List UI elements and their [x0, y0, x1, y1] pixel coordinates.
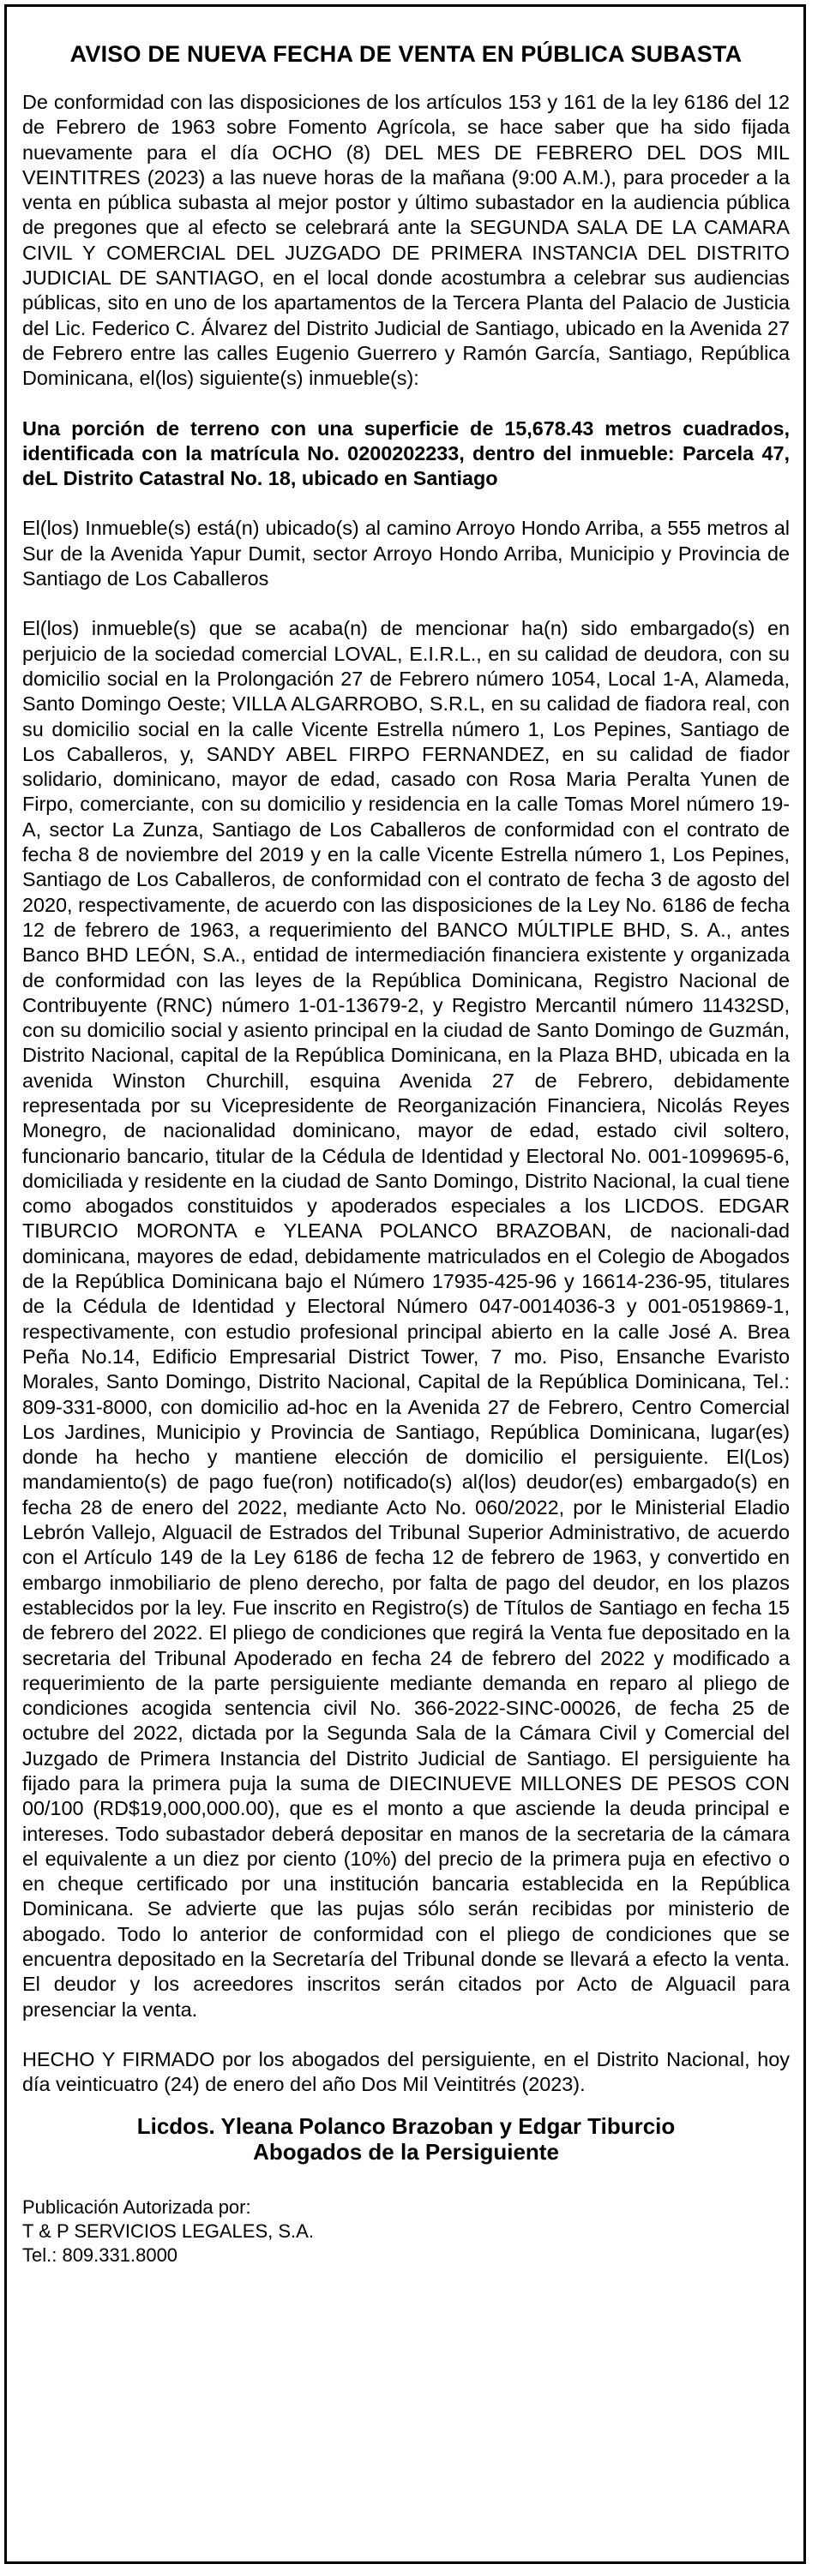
publication-authorization	[22, 2196, 790, 2267]
signature-block	[22, 2113, 790, 2165]
publication-company: T & P SERVICIOS LEGALES, S.A.	[22, 2220, 314, 2242]
paragraph-property-location: El(los) Inmueble(s) está(n) ubicado(s) al camino Arroyo Hondo Arriba, a 555 metros al Sur de la Avenida Yapur Dumit, sector Arroyo Hondo Arriba, Municipio y Provincia de Santiago de Los Caballeros	[22, 517, 790, 590]
legal-notice	[4, 4, 806, 2564]
paragraph-intro: De conformidad con las disposiciones de los artículos 153 y 161 de la ley 6186 del 12 de Febrero de 1963 sobre Fomento Agrícola, se hace saber que ha sido fijada nuevamente para el día OCHO (8) DEL MES DE FEBRERO DEL DOS MIL VEINTITRES (2023) a las nueve horas de la mañana (9:00 A.M.), para proceder a la venta en pública subasta al mejor postor y último subastador en la audiencia pública de pregones que al efecto se celebrará ante la SEGUNDA SALA DE LA CAMARA CIVIL Y COMERCIAL DEL JUZGADO DE PRIMERA INSTANCIA DEL DISTRITO JUDICIAL DE SANTIAGO, en el local donde acostumbra a celebrar sus audiencias públicas, sito en uno de los apartamentos de la Tercera Planta del Palacio de Justicia del Lic. Federico C. Álvarez del Distrito Judicial de Santiago, ubicado en la Avenida 27 de Febrero entre las calles Eugenio Guerrero y Ramón García, Santiago, República Dominicana, el(los) siguiente(s) inmueble(s):	[22, 91, 790, 390]
publication-label: Publicación Autorizada por:	[22, 2196, 251, 2218]
signature-lawyers: Licdos. Yleana Polanco Brazoban y Edgar Tiburcio	[136, 2112, 676, 2139]
paragraph-seizure-details: El(los) inmueble(s) que se acaba(n) de mencionar ha(n) sido embargado(s) en perjuicio de la sociedad comercial LOVAL, E.I.R.L., en su calidad de deudora, con su domicilio social en la Prolongación 27 de Febrero número 1054, Local 1-A, Alameda, Santo Domingo Oeste; VILLA ALGARROBO, S.R.L, en su calidad de fiadora real, con su domicilio social en la calle Vicente Estrella número 1, Los Pepines, Santiago de Los Caballeros, y, SANDY ABEL FIRPO FERNANDEZ, en su calidad de fiador solidario, dominicano, mayor de edad, casado con Rosa Maria Peralta Yunen de Firpo, comerciante, con su domicilio y residencia en la calle Tomas Morel número 19-A, sector La Zunza, Santiago de Los Caballeros de conformidad con el contrato de fecha 8 de noviembre del 2019 y en la calle Vicente Estrella número 1, Los Pepines, Santiago de Los Caballeros, de conformidad con el contrato de fecha 3 de agosto del 2020, respectivamente, de acuerdo con las disposiciones de la Ley No. 6186 de fecha 12 de febrero de 1963, a requerimiento del BANCO MÚLTIPLE BHD, S. A., antes Banco BHD LEÓN, S.A., entidad de intermediación financiera existente y organizada de conformidad con las leyes de la República Dominicana, Registro Nacional de Contribuyente (RNC) número 1-01-13679-2, y Registro Mercantil número 11432SD, con su domicilio social y asiento principal en la ciudad de Santo Domingo de Guzmán, Distrito Nacional, capital de la República Dominicana, en la Plaza BHD, ubicada en la avenida Winston Churchill, esquina Avenida 27 de Febrero, debidamente representada por su Vicepresidente de Reorganización Financiera, Nicolás Reyes Monegro, de nacionalidad dominicano, mayor de edad, estado civil soltero, funcionario bancario, titular de la Cédula de Identidad y Electoral No. 001-1099695-6, domiciliada y residente en la ciudad de Santo Domingo, Distrito Nacional, la cual tiene como abogados constituidos y apoderados especiales a los LICDOS. EDGAR TIBURCIO MORONTA e YLEANA POLANCO BRAZOBAN, de nacionali-dad dominicana, mayores de edad, debidamente matriculados en el Colegio de Abogados de la República Dominicana bajo el Número 17935-425-96 y 16614-236-95, titulares de la Cédula de Identidad y Electoral Número 047-0014036-3 y 001-0519869-1, respectivamente, con estudio profesional principal abierto en la calle José A. Brea Peña No.14, Edificio Empresarial District Tower, 7 mo. Piso, Ensanche Evaristo Morales, Santo Domingo, Distrito Nacional, Capital de la República Dominicana, Tel.: 809-331-8000, con domicilio ad-hoc en la Avenida 27 de Febrero, Centro Comercial Los Jardines, Municipio y Provincia de Santiago, República Dominicana, lugar(es) donde ha hecho y mantiene elección de domicilio el persiguiente. El(Los) mandamiento(s) de pago fue(ron) notificado(s) al(los) deudor(es) embargado(s) en fecha 28 de enero del 2022, mediante Acto No. 060/2022, por le Ministerial Eladio Lebrón Vallejo, Alguacil de Estrados del Tribunal Superior Administrativo, de acuerdo con el Artículo 149 de la Ley 6186 de fecha 12 de febrero de 1963, y convertido en embargo inmobiliario de pleno derecho, por falta de pago del deudor, en los plazos establecidos por la ley. Fue inscrito en Registro(s) de Títulos de Santiago en fecha 15 de febrero del 2022. El pliego de condiciones que regirá la Venta fue depositado en la secretaria del Tribunal Apoderado en fecha 24 de febrero del 2022 y modificado a requerimiento de la parte persiguiente mediante demanda en reparo al pliego de condiciones acogida sentencia civil No. 366-2022-SINC-00026, de fecha 25 de octubre del 2022, dictada por la Segunda Sala de la Cámara Civil y Comercial del Juzgado de Primera Instancia del Distrito Judicial de Santiago. El persiguiente ha fijado para la primera puja la suma de DIECINUEVE MILLONES DE PESOS CON 00/100 (RD$19,000,000.00), que es el monto a que asciende la deuda principal e intereses. Todo subastador deberá depositar en manos de la secretaria de la cámara el equivalente a un diez por ciento (10%) del precio de la primera puja en efectivo o en cheque certificado por una institución bancaria establecida en la República Dominicana. Se advierte que las pujas sólo serán recibidas por ministerio de abogado. Todo lo anterior de conformidad con el pliego de condiciones que se encuentra depositado en la Secretaría del Tribunal donde se llevará a efecto la venta. El deudor y los acreedores inscritos serán citados por Acto de Alguacil para presenciar la venta.	[22, 617, 790, 2021]
publication-phone: Tel.: 809.331.8000	[22, 2244, 178, 2266]
signature-role: Abogados de la Persiguiente	[253, 2138, 559, 2165]
paragraph-property-description: Una porción de terreno con una superficie de 15,678.43 metros cuadrados, identificada con la matrícula No. 0200202233, dentro del inmueble: Parcela 47, deL Distrito Catastral No. 18, ubicado en Santiago	[22, 416, 790, 490]
paragraph-signed: HECHO Y FIRMADO por los abogados del persiguiente, en el Distrito Nacional, hoy día veinticuatro (24) de enero del año Dos Mil Veintitrés (2023).	[22, 2047, 790, 2096]
notice-title: AVISO DE NUEVA FECHA DE VENTA EN PÚBLICA SUBASTA	[69, 41, 743, 67]
